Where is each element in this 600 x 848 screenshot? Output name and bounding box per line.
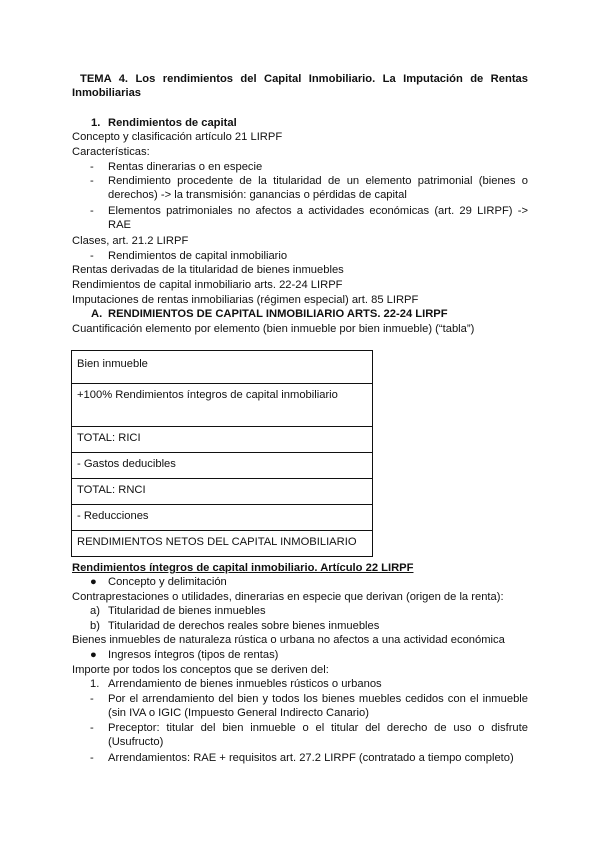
list-item (90, 721, 528, 750)
table-row (72, 479, 373, 505)
list-item-text: Rendimientos de capital inmobiliario (108, 250, 288, 262)
dash-marker: - (90, 722, 94, 734)
list-item-text: Titularidad de bienes inmuebles (108, 605, 266, 617)
integros-heading: Rendimientos íntegros de capital inmobiliario. Artículo 22 LIRPF (72, 562, 414, 574)
text-line: Importe por todos los conceptos que se deriven del: (72, 664, 329, 676)
dash-marker: - (90, 175, 94, 187)
section-a-letter: A. (91, 308, 103, 320)
text-line: Rendimientos de capital inmobiliario arts. 22-24 LIRPF (72, 279, 343, 291)
list-item (90, 174, 528, 203)
letter-marker: b) (90, 620, 100, 632)
table-cell: TOTAL: RNCI (72, 479, 373, 505)
section-a-heading: RENDIMIENTOS DE CAPITAL INMOBILIARIO ARTS. 22-24 LIRPF (108, 308, 448, 320)
bullet-marker: ● (90, 649, 97, 661)
list-item (90, 619, 528, 633)
list-item-text: Elementos patrimoniales no afectos a actividades económicas (art. 29 LIRPF) -> RAE (108, 205, 528, 232)
section-1-heading: Rendimientos de capital (108, 117, 237, 129)
title-line-1: TEMA 4. Los rendimientos del Capital Inmobiliario. La Imputación de Rentas (80, 73, 528, 85)
list-item (90, 575, 528, 589)
characteristics-label: Características: (72, 146, 150, 158)
list-item-text: Ingresos íntegros (tipos de rentas) (108, 649, 279, 661)
text-line: Contraprestaciones o utilidades, dinerarias en especie que derivan (origen de la renta): (72, 591, 504, 603)
text-line: Bienes inmuebles de naturaleza rústica o urbana no afectos a una actividad económica (72, 634, 505, 646)
list-item (90, 204, 528, 233)
list-item (90, 677, 528, 691)
text-line: Rentas derivadas de la titularidad de bienes inmuebles (72, 264, 344, 276)
number-marker: 1. (90, 678, 100, 690)
list-item (90, 604, 528, 618)
table-row (72, 351, 373, 384)
table-cell: RENDIMIENTOS NETOS DEL CAPITAL INMOBILIARIO (72, 531, 373, 557)
dash-marker: - (90, 205, 94, 217)
table-row (72, 453, 373, 479)
list-item-text: Arrendamientos: RAE + requisitos art. 27.2 LIRPF (contratado a tiempo completo) (108, 752, 514, 764)
dash-marker: - (90, 752, 94, 764)
table-row (72, 384, 373, 427)
dash-marker: - (90, 693, 94, 705)
classes-label: Clases, art. 21.2 LIRPF (72, 235, 189, 247)
list-item (90, 160, 528, 174)
list-item-text: Rendimiento procedente de la titularidad de un elemento patrimonial (bienes o derechos) -> la transmisión: ganancias o pérdidas de capital (108, 175, 528, 202)
dash-marker: - (90, 161, 94, 173)
list-item-text: Preceptor: titular del bien inmueble o el titular del derecho de uso o disfrute (Usufructo) (108, 722, 528, 749)
table-cell: - Reducciones (72, 505, 373, 531)
text-line: Imputaciones de rentas inmobiliarias (régimen especial) art. 85 LIRPF (72, 294, 419, 306)
table-cell: Bien inmueble (72, 351, 373, 384)
concept-line: Concepto y clasificación artículo 21 LIRPF (72, 131, 283, 143)
list-item-text: Concepto y delimitación (108, 576, 227, 588)
quantification-line: Cuantificación elemento por elemento (bien inmueble por bien inmueble) (“tabla”) (72, 323, 475, 335)
list-item (90, 249, 528, 263)
list-item (90, 648, 528, 662)
calculation-table (71, 350, 373, 557)
letter-marker: a) (90, 605, 100, 617)
section-1-number: 1. (91, 117, 101, 129)
list-item (90, 751, 528, 765)
list-item-text: Por el arrendamiento del bien y todos los bienes muebles cedidos con el inmueble (sin IVA o IGIC (Impuesto General Indirecto Canario) (108, 693, 528, 720)
table-cell: TOTAL: RICI (72, 427, 373, 453)
table-row (72, 505, 373, 531)
title-line-2: Inmobiliarias (72, 87, 142, 100)
bullet-marker: ● (90, 576, 97, 588)
table-cell: +100% Rendimientos íntegros de capital inmobiliario (72, 384, 373, 427)
table-cell: - Gastos deducibles (72, 453, 373, 479)
list-item-text: Arrendamiento de bienes inmuebles rústicos o urbanos (108, 678, 382, 690)
table-row (72, 427, 373, 453)
list-item (90, 692, 528, 721)
table-row (72, 531, 373, 557)
dash-marker: - (90, 250, 94, 262)
list-item-text: Rentas dinerarias o en especie (108, 161, 263, 173)
document-title (72, 72, 528, 100)
list-item-text: Titularidad de derechos reales sobre bienes inmuebles (108, 620, 380, 632)
